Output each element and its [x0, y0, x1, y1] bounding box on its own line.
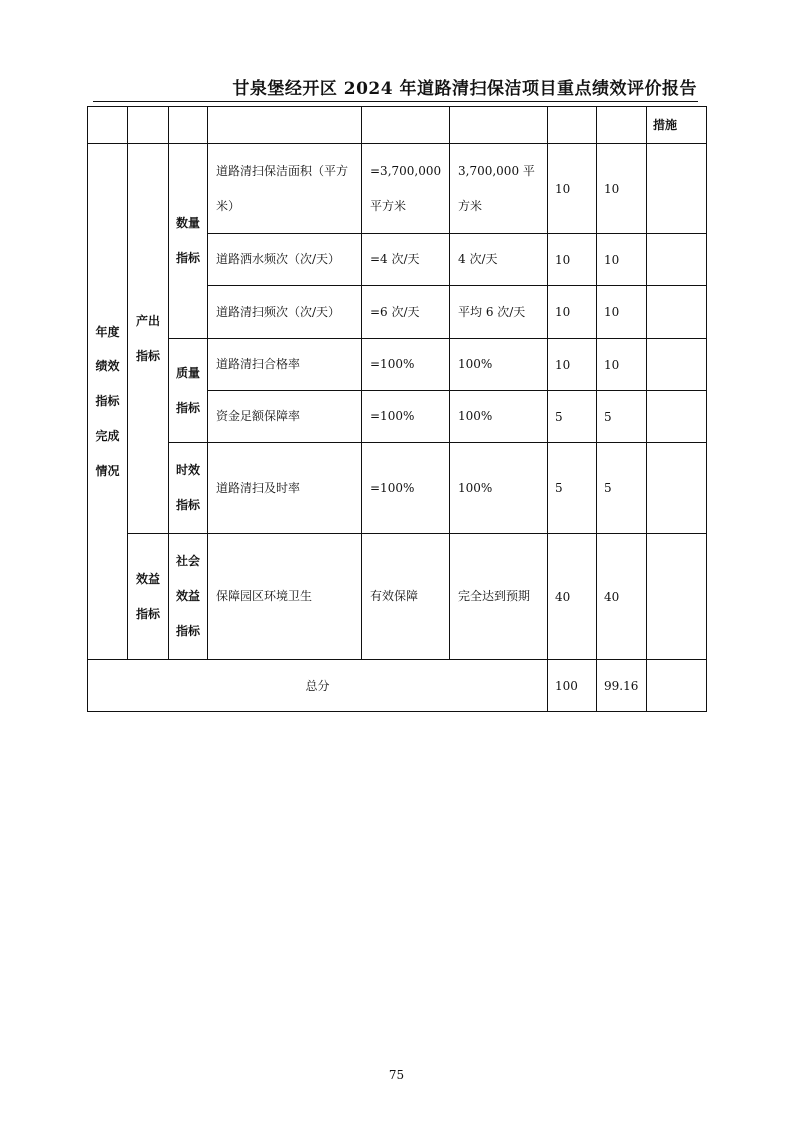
total-label: 总分: [88, 660, 548, 712]
score-value: 5: [597, 443, 647, 534]
header-cell: [450, 107, 548, 144]
table-row: [88, 534, 707, 660]
table-header-row: [88, 107, 707, 144]
measures-header: 措施: [647, 107, 707, 144]
indicator-name: 资金足额保障率: [208, 391, 362, 443]
header-cell: [88, 107, 128, 144]
total-row: [88, 660, 707, 712]
measures-cell: [647, 234, 707, 286]
total-score: 99.16: [597, 660, 647, 712]
weight-value: 40: [548, 534, 597, 660]
target-value: =3,700,000平方米: [362, 144, 450, 234]
subgroup-quality: 质量 指标: [169, 339, 208, 443]
indicator-name: 道路洒水频次（次/天）: [208, 234, 362, 286]
header-cell: [362, 107, 450, 144]
weight-value: 10: [548, 144, 597, 234]
score-value: 10: [597, 144, 647, 234]
table-row: [88, 443, 707, 534]
header-cell: [169, 107, 208, 144]
group-benefit-indicators: 效益 指标: [128, 534, 169, 660]
measures-cell: [647, 443, 707, 534]
header-cell: [208, 107, 362, 144]
subgroup-quantity: 数量 指标: [169, 144, 208, 339]
actual-value: 100%: [450, 391, 548, 443]
indicator-name: 道路清扫频次（次/天）: [208, 286, 362, 339]
header-cell: [597, 107, 647, 144]
indicator-name: 道路清扫及时率: [208, 443, 362, 534]
header-cell: [128, 107, 169, 144]
indicator-name: 道路清扫保洁面积（平方米）: [208, 144, 362, 234]
category-annual-performance: 年度 绩效 指标 完成 情况: [88, 144, 128, 660]
weight-value: 5: [548, 391, 597, 443]
indicator-name: 保障园区环境卫生: [208, 534, 362, 660]
actual-value: 100%: [450, 339, 548, 391]
actual-value: 完全达到预期: [450, 534, 548, 660]
table-row: [88, 144, 707, 234]
total-weight: 100: [548, 660, 597, 712]
measures-cell: [647, 391, 707, 443]
weight-value: 10: [548, 339, 597, 391]
score-value: 10: [597, 339, 647, 391]
measures-cell: [647, 534, 707, 660]
measures-cell: [647, 339, 707, 391]
table-row: [88, 339, 707, 391]
measures-cell: [647, 660, 707, 712]
target-value: =100%: [362, 391, 450, 443]
weight-value: 5: [548, 443, 597, 534]
actual-value: 3,700,000 平方米: [450, 144, 548, 234]
page-number: 75: [388, 1068, 405, 1082]
performance-table: [87, 106, 707, 712]
target-value: 有效保障: [362, 534, 450, 660]
report-title: 甘泉堡经开区 2024 年道路清扫保洁项目重点绩效评价报告: [232, 79, 697, 99]
score-value: 10: [597, 234, 647, 286]
subgroup-social-benefit: 社会 效益 指标: [169, 534, 208, 660]
header-rule: [93, 101, 698, 102]
measures-cell: [647, 286, 707, 339]
target-value: =4 次/天: [362, 234, 450, 286]
weight-value: 10: [548, 286, 597, 339]
subgroup-timeliness: 时效 指标: [169, 443, 208, 534]
target-value: =100%: [362, 339, 450, 391]
header-cell: [548, 107, 597, 144]
actual-value: 100%: [450, 443, 548, 534]
score-value: 40: [597, 534, 647, 660]
score-value: 5: [597, 391, 647, 443]
indicator-name: 道路清扫合格率: [208, 339, 362, 391]
actual-value: 平均 6 次/天: [450, 286, 548, 339]
group-output-indicators: 产出 指标: [128, 144, 169, 534]
actual-value: 4 次/天: [450, 234, 548, 286]
weight-value: 10: [548, 234, 597, 286]
measures-cell: [647, 144, 707, 234]
score-value: 10: [597, 286, 647, 339]
target-value: =6 次/天: [362, 286, 450, 339]
target-value: =100%: [362, 443, 450, 534]
